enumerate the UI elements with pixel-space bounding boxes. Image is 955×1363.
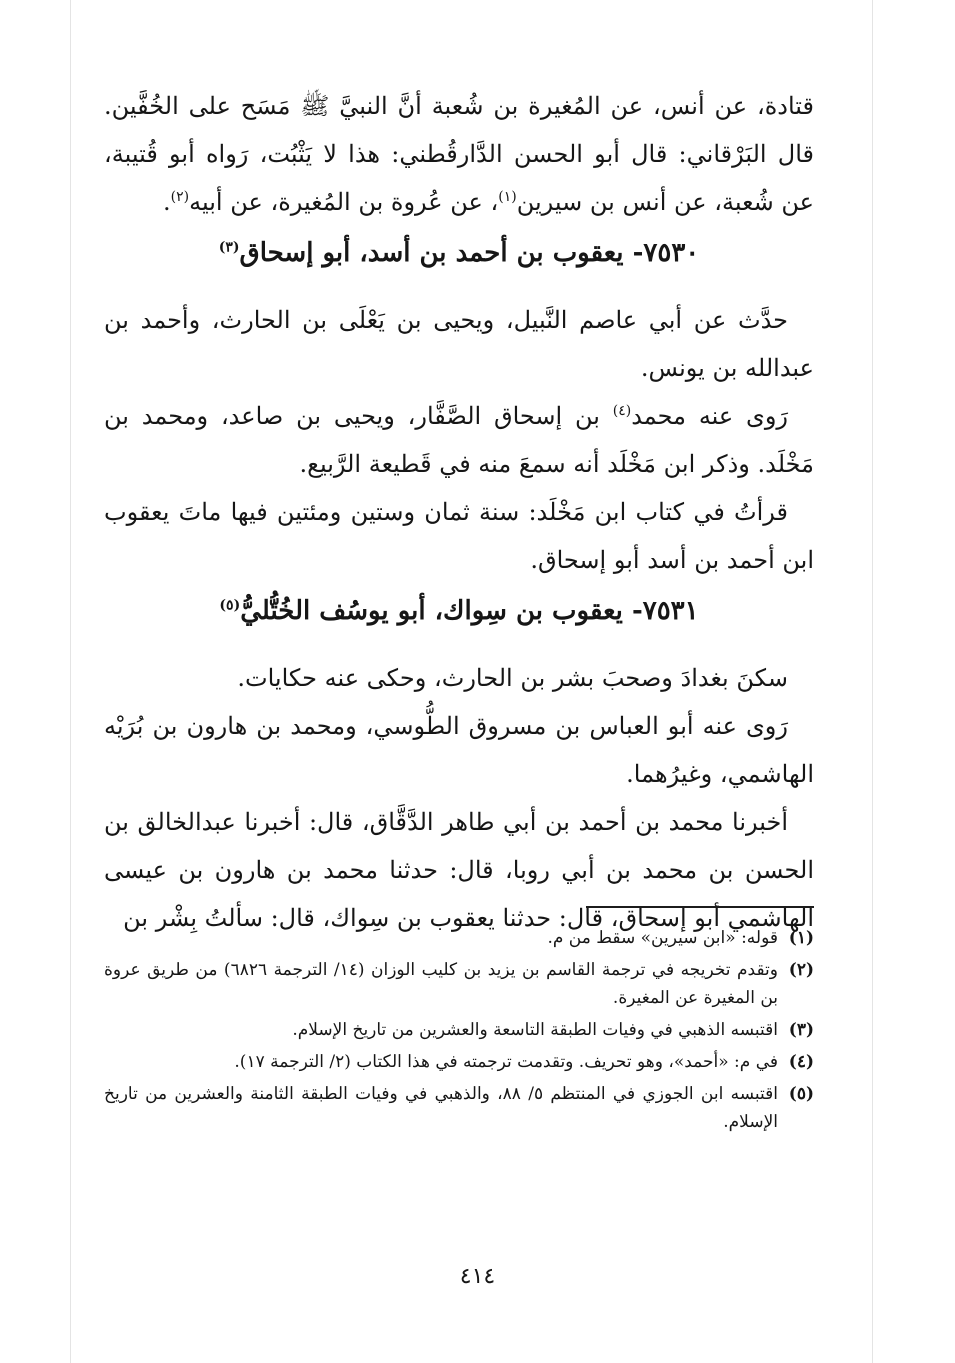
footnote-text: اقتبسه ابن الجوزي في المنتظم ٥/ ٨٨، والذهبي في وفيات الطبقة الثامنة والعشرين من تاريخ الإسلام.	[104, 1084, 778, 1132]
paragraph: رَوى عنه أبو العباس بن مسروق الطُّوسي، ومحمد بن هارون بن بُرَيْه الهاشمي، وغيرُهما.	[104, 712, 814, 788]
paragraph: أخبرنا محمد بن أحمد بن أبي طاهر الدَّقَّاق، قال: أخبرنا عبدالخالق بن الحسن بن محمد بن أبي روبا، قال: حدثنا محمد بن هارون بن عيسى الهاشمي أبو إسحاق، قال: حدثنا يعقوب بن سِواك، قال: سألتُ بِشْر بن	[104, 808, 814, 932]
page-number: ٤١٤	[459, 1264, 496, 1289]
footnote-text: قوله: «ابن سيرين» سقط من م.	[547, 928, 778, 948]
footnotes	[104, 924, 814, 1140]
footnote-ref[interactable]: (٢)	[170, 189, 190, 205]
main-text	[104, 82, 814, 942]
footnote-number: (٣)	[788, 1020, 814, 1040]
scan-artifact-right	[872, 0, 873, 1363]
entry-heading	[104, 586, 814, 636]
footnote	[104, 956, 814, 1012]
footnote	[104, 1016, 814, 1044]
scan-artifact-left	[70, 0, 71, 1363]
paragraph-text: .	[163, 188, 171, 216]
entry-heading-text: ٧٥٣١- يعقوب بن سِواك، أبو يوسُف الخُتُّليُّ	[240, 596, 699, 626]
footnote-ref[interactable]: (٥)	[219, 597, 241, 614]
footnote-ref[interactable]: (٤)	[612, 403, 632, 419]
footnote-text: اقتبسه الذهبي في وفيات الطبقة التاسعة والعشرين من تاريخ الإسلام.	[292, 1020, 778, 1040]
footnote	[104, 924, 814, 952]
paragraph: قرأتُ في كتاب ابن مَخْلَد: سنة ثمان وستين ومئتين فيها ماتَ يعقوب ابن أحمد بن أسد أبو إسحاق.	[104, 498, 814, 574]
footnote-number: (٤)	[788, 1052, 814, 1072]
footnote-number: (١)	[788, 928, 814, 948]
footnote-text: وتقدم تخريجه في ترجمة القاسم بن يزيد بن كليب الوزان (١٤/ الترجمة ٦٨٢٦) من طريق عروة بن المغيرة عن المغيرة.	[104, 960, 779, 1008]
continued-paragraph	[104, 82, 814, 226]
footnote-number: (٥)	[788, 1084, 814, 1104]
footnote	[104, 1048, 814, 1076]
paragraph: حدَّث عن أبي عاصم النَّبيل، ويحيى بن يَعْلَى بن الحارث، وأحمد بن عبدالله بن يونس.	[104, 306, 814, 382]
footnote-text: في م: «أحمد»، وهو تحريف. وتقدمت ترجمته في هذا الكتاب (٢/ الترجمة ١٧).	[234, 1052, 778, 1072]
footnote-number: (٢)	[788, 960, 814, 980]
paragraph-text: قتادة، عن أنس، عن المُغيرة بن شُعبة أنَّ النبيَّ ﷺ مَسَح على الخُفَّين. قال البَرْقاني: قال أبو الحسن الدَّارقُطني: هذا لا يَثْبُت، رَواه أبو قُتيبة، عن شُعبة، عن أنس بن سيرين	[104, 92, 814, 216]
paragraph: سكنَ بغدادَ وصحبَ بشر بن الحارث، وحكى عنه حكايات.	[237, 664, 788, 692]
paragraph-text: رَوى عنه محمد	[631, 402, 788, 430]
footnote	[104, 1080, 814, 1136]
paragraph	[104, 392, 814, 488]
entry-heading	[104, 228, 814, 278]
entry-heading-text: ٧٥٣٠- يعقوب بن أحمد بن أسد، أبو إسحاق	[239, 238, 700, 268]
paragraph-text: ، عن عُروة بن المُغيرة، عن أبيه	[189, 188, 499, 216]
footnote-separator	[586, 906, 814, 908]
paragraph-text: بن إسحاق الصَّفَّار، ويحيى بن صاعد، ومحمد بن مَخْلَد. وذكر ابن مَخْلَد أنه سمعَ منه في قَطيعة الرَّبيع.	[104, 402, 814, 478]
footnote-ref[interactable]: (٣)	[218, 239, 240, 256]
footnote-ref[interactable]: (١)	[498, 189, 517, 205]
